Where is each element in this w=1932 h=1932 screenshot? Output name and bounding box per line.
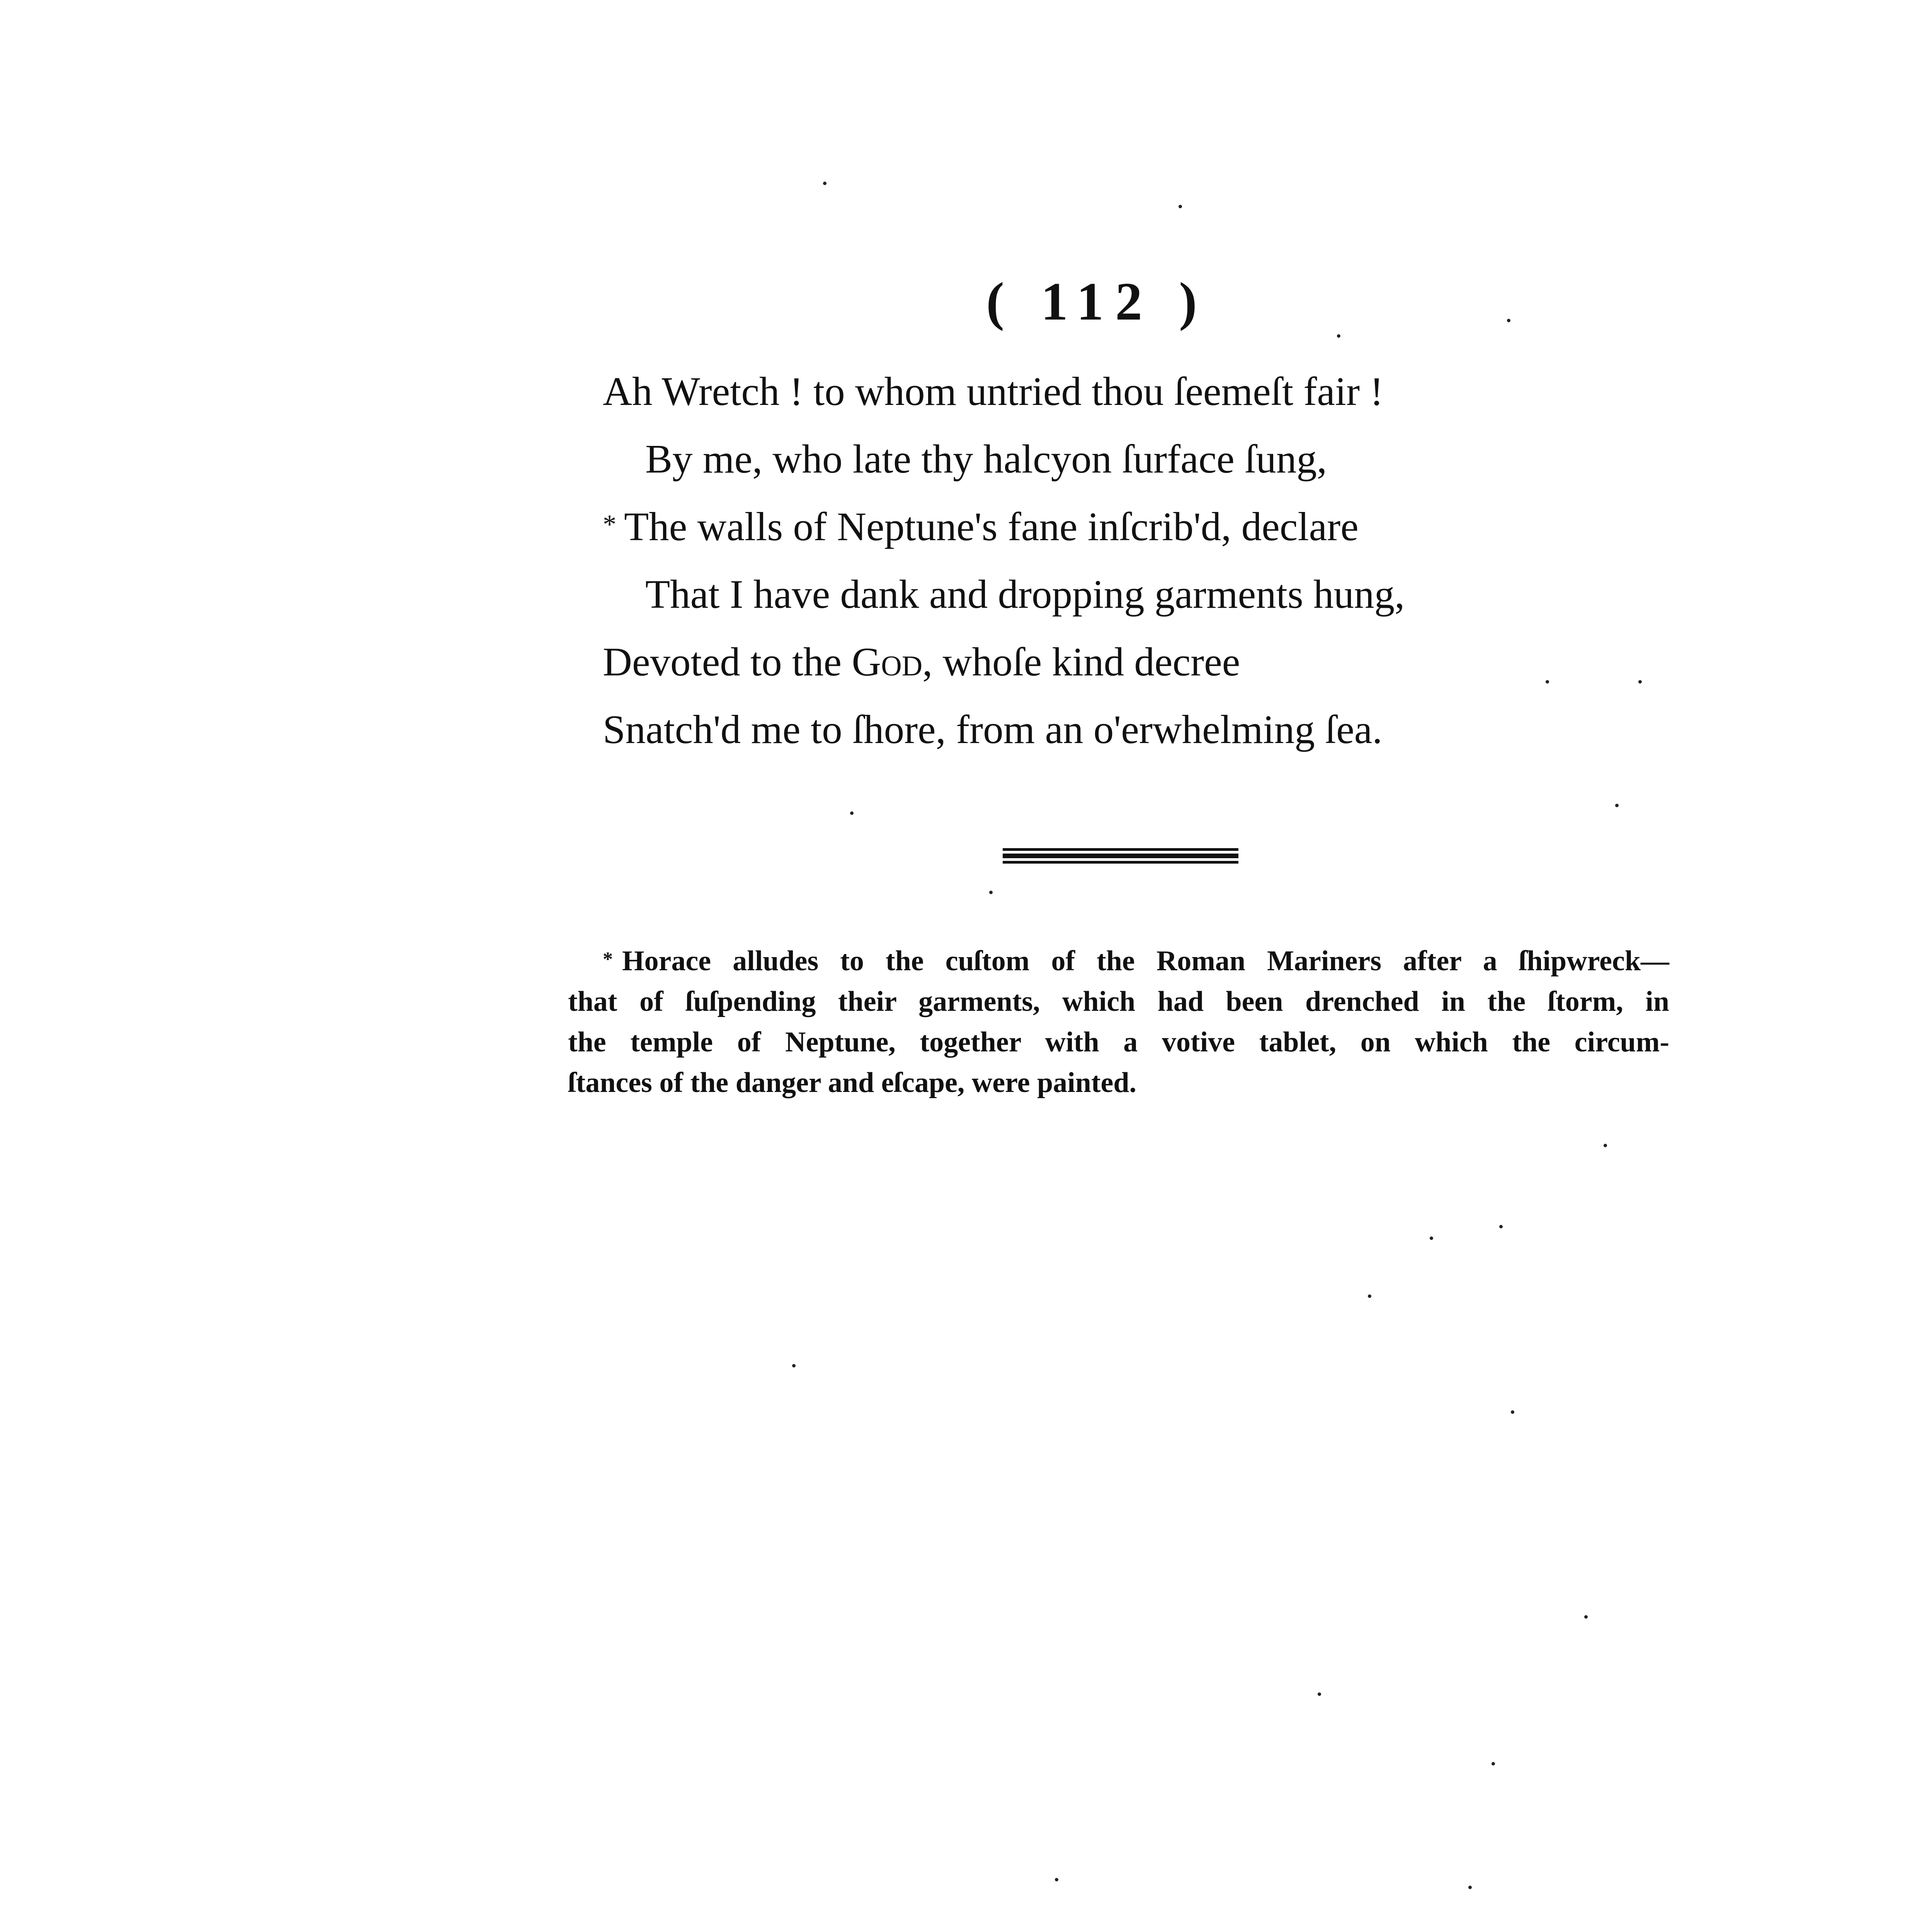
poem-line-4: That I have dank and dropping garments hung, — [645, 571, 1405, 617]
scan-speck — [850, 811, 854, 815]
poem-line-5-god: God — [852, 639, 923, 684]
footnote-line-2: that of ſuſpending their garments, which had been drenched in the ſtorm, in — [568, 986, 1669, 1017]
footnote-mark: * — [603, 948, 613, 970]
footnote-line-4: ſtances of the danger and eſcape, were painted. — [568, 1067, 1137, 1099]
scan-speck — [989, 891, 993, 894]
scan-speck — [1511, 1410, 1514, 1414]
poem-line-1: Ah Wretch ! to whom untried thou ſeemeſt fair ! — [603, 369, 1384, 414]
scan-speck — [1546, 680, 1549, 684]
poem-line-3 — [603, 506, 1359, 547]
section-divider-rule — [1003, 848, 1238, 864]
scan-speck — [1615, 804, 1619, 807]
scan-speck — [1468, 1886, 1472, 1889]
poem-line-3-text: The walls of Neptune's fane inſcrib'd, declare — [624, 504, 1359, 549]
poem-line-5-end: , whoſe kind decree — [922, 639, 1240, 684]
poem-line-2: By me, who late thy halcyon ſurface ſung, — [645, 436, 1327, 481]
poem-line-5 — [603, 641, 1240, 682]
divider-line-top — [1003, 848, 1238, 851]
scan-speck — [1604, 1144, 1607, 1147]
scan-speck — [792, 1364, 796, 1367]
scan-speck — [1337, 334, 1340, 338]
scan-speck — [1584, 1615, 1588, 1619]
footnote-line-1 — [568, 939, 1669, 981]
divider-line-middle — [1003, 854, 1238, 858]
scan-speck — [1638, 680, 1642, 684]
scan-speck — [1507, 319, 1510, 322]
scan-speck — [1179, 205, 1182, 208]
poem-line-5-start: Devoted to the — [603, 639, 852, 684]
scan-speck — [1430, 1236, 1433, 1240]
scan-speck — [1492, 1762, 1495, 1765]
scan-speck — [823, 182, 827, 185]
scan-speck — [1499, 1225, 1503, 1228]
page-number: ( 112 ) — [986, 272, 1209, 332]
footnote-reference-mark: * — [603, 510, 616, 539]
divider-line-bottom — [1003, 861, 1238, 864]
footnote-line-3: the temple of Neptune, together with a votive tablet, on which the circum- — [568, 1026, 1669, 1058]
scan-speck — [1368, 1294, 1371, 1298]
footnote-line-1-text: Horace alludes to the cuſtom of the Roman Mariners after a ſhipwreck— — [622, 945, 1669, 977]
scan-speck — [1318, 1692, 1321, 1696]
footnote — [568, 939, 1669, 1103]
scan-speck — [1055, 1878, 1058, 1881]
poem-line-6: Snatch'd me to ſhore, from an o'erwhelming ſea. — [603, 707, 1383, 752]
